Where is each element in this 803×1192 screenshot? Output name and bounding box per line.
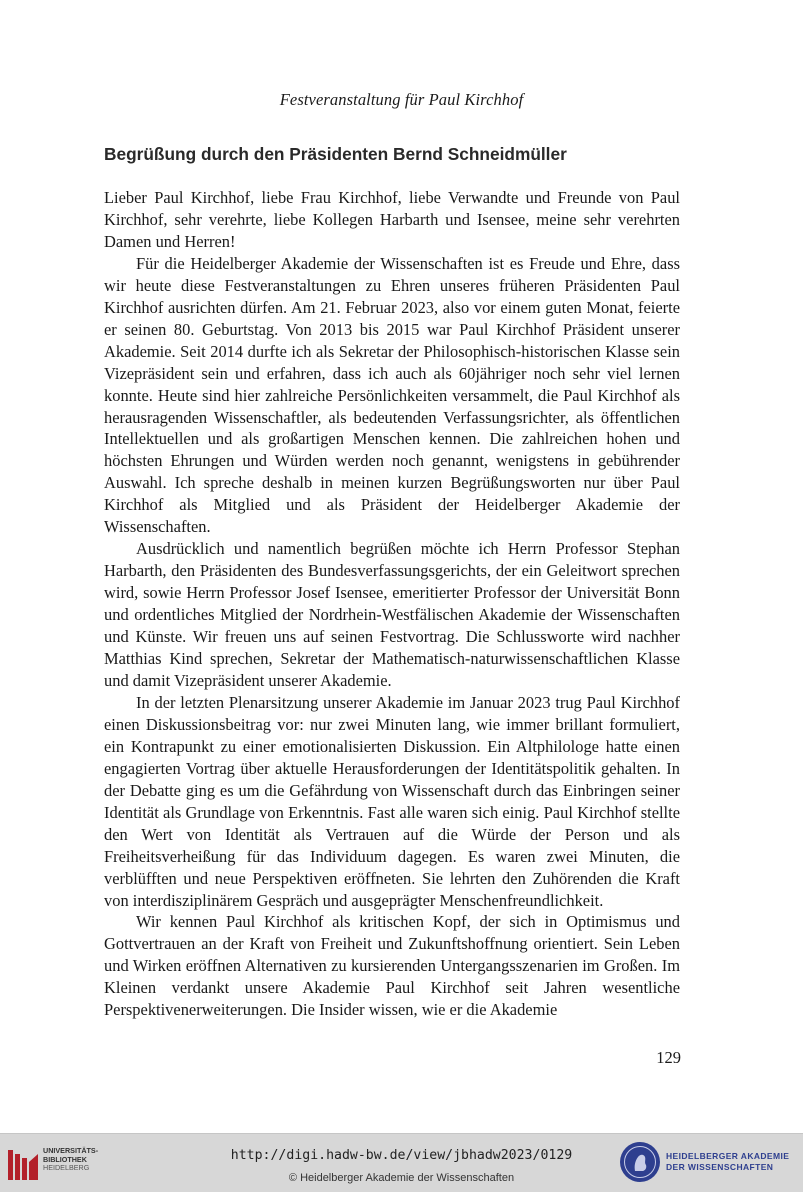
paragraph: In der letzten Plenarsitzung unserer Akademie im Januar 2023 trug Paul Kirchhof einen Diskussionsbeitrag vor: nur zwei Minuten lang, wie immer brillant formuliert, ein Kontrapunkt zu einer emotionalisierten Diskussion. Ein Altphilologe hatte einen engagierten Vortrag über aktuelle Herausforderungen der Identitätspolitik gehalten. In der Debatte ging es um die Gefährdung von Wissenschaft durch das Einbringen seiner Identität als Grundlage von Erkenntnis. Fast alle waren sich einig. Paul Kirchhof stellte den Wert von Identität als Vertrauen auf die Würde der Person und als Freiheitsverheißung für das Individuum dagegen. Es waren zwei Minuten, die verblüfften und neue Perspektiven eröffneten. Sie lehrten den Zuhörenden die Kraft von interdisziplinärem Gespräch und ausgeprägter Menschenfreundlichkeit. <box>104 692 680 910</box>
paragraph: Wir kennen Paul Kirchhof als kritischen Kopf, der sich in Optimismus und Gottvertrauen an der Kraft von Freiheit und Zukunftshoffnung orientiert. Sein Leben und Wirken eröffnen Alternativen zu kursierenden Untergangsszenarien im Großen. Im Kleinen verdankt unsere Akademie Paul Kirchhof seit Jahren wesentliche Perspektivenerweiterungen. Die Insider wissen, wie er die Akademie <box>104 912 680 1020</box>
library-name: UNIVERSITÄTS- BIBLIOTHEK HEIDELBERG <box>43 1146 99 1173</box>
running-head: Festveranstaltung für Paul Kirchhof <box>279 90 524 109</box>
section-heading: Begrüßung durch den Präsidenten Bernd Schneidmüller <box>104 144 567 164</box>
body-text <box>104 187 680 1021</box>
page-number: 129 <box>656 1048 681 1067</box>
paragraph: Für die Heidelberger Akademie der Wissenschaften ist es Freude und Ehre, dass wir heute diese Festveranstaltungen zu Ehren unseres früheren Präsidenten Paul Kirchhof ausrichten dürfen. Am 21. Februar 2023, also vor einem guten Monat, feierte er seinen 80. Geburtstag. Von 2013 bis 2015 war Paul Kirchhof Präsident unserer Akademie. Seit 2014 durfte ich als Sekretar der Philosophisch-historischen Klasse sein Vizepräsident sein und erfahren, dass ich auch als 60jähriger noch sehr viel lernen konnte. Heute sind hier zahlreiche Persönlichkeiten versammelt, die Paul Kirchhof als herausragenden Wissenschaftler, als bedeutenden Verfassungsrichter, als öffentlichen Intellektuellen und als großartigen Menschen kennen. Die zahlreichen hohen und höchsten Ehrungen und Würden werden noch genannt, wenigstens in gebührender Auswahl. Ich spreche deshalb in meinen kurzen Begrüßungsworten nur über Paul Kirchhof als Mitglied und als Präsident der Heidelberger Akademie der Wissenschaften. <box>104 253 680 537</box>
footer-bar <box>0 1133 803 1192</box>
permalink-url[interactable]: http://digi.hadw-bw.de/view/jbhadw2023/0129 <box>230 1148 573 1163</box>
paragraph: Ausdrücklich und namentlich begrüßen möchte ich Herrn Professor Stephan Harbarth, den Präsidenten des Bundesverfassungsgerichts, der ein Geleitwort sprechen wird, sowie Herrn Professor Josef Isensee, emeritierter Professor der Universität Bonn und ordentliches Mitglied der Nordrhein-Westfälischen Akademie der Wissenschaften und Künste. Wir freuen uns auf seinen Festvortrag. Die Schlussworte wird nachher Matthias Kind sprechen, Sekretar der Mathematisch-naturwissenschaftlichen Klasse und damit Vizepräsident unserer Akademie. <box>104 539 680 690</box>
copyright-notice: © Heidelberger Akademie der Wissenschaften <box>288 1172 515 1184</box>
paragraph: Lieber Paul Kirchhof, liebe Frau Kirchhof, liebe Verwandte und Freunde von Paul Kirchhof, sehr verehrte, liebe Kollegen Harbarth und Isensee, meine sehr verehrten Damen und Herren! <box>104 188 680 251</box>
academy-name: HEIDELBERGER AKADEMIE DER WISSENSCHAFTEN <box>666 1151 790 1172</box>
academy-seal-icon <box>620 1142 660 1182</box>
